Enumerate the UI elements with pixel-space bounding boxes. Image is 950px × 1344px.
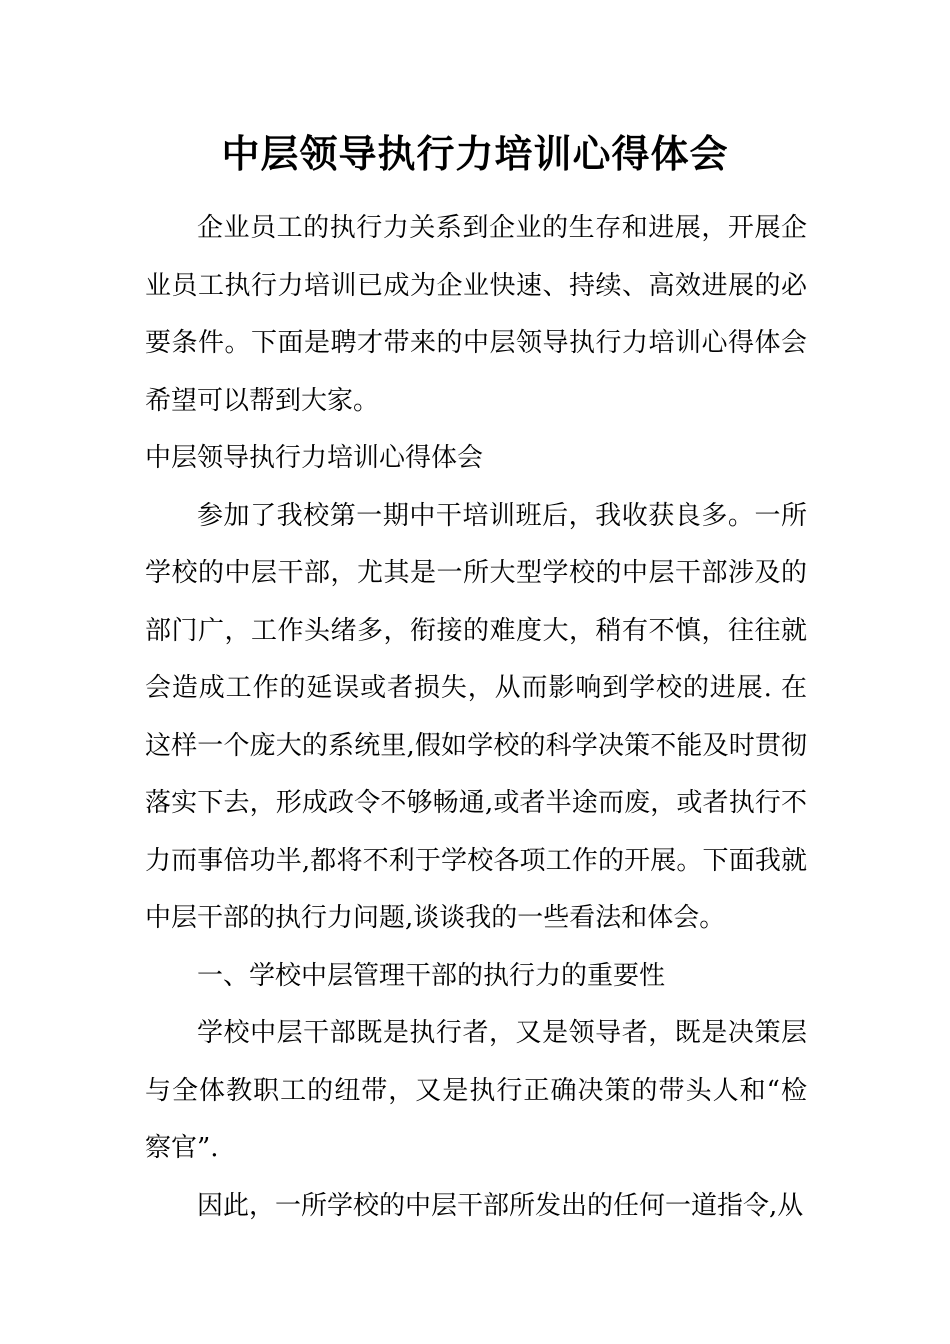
paragraph-main: 参加了我校第一期中干培训班后，我收获良多。一所学校的中层干部，尤其是一所大型学校的中层干部涉及的部门广，工作头绪多，衔接的难度大，稍有不慎，往往就会造成工作的延误或者损失，从而影响到学校的进展. 在这样一个庞大的系统里,假如学校的科学决策不能及时贯彻落实下去，形成政令不够畅通,或者半途而废，或者执行不力而事倍功半,都将不利于学校各项工作的开展。下面我就中层干部的执行力问题,谈谈我的一些看法和体会。 [145,500,807,933]
paragraph-therefore: 因此，一所学校的中层干部所发出的任何一道指令,从 [197,1190,804,1221]
paragraph-subtitle: 中层领导执行力培训心得体会 [145,443,484,473]
paragraph-role: 学校中层干部既是执行者，又是领导者，既是决策层与全体教职工的纽带，又是执行正确决策的带头人和“检察官”. [145,1018,807,1163]
document-title: 中层领导执行力培训心得体会 [221,131,729,176]
paragraph-intro: 企业员工的执行力关系到企业的生存和进展，开展企业员工执行力培训已成为企业快速、持续、高效进展的必要条件。下面是聘才带来的中层领导执行力培训心得体会希望可以帮到大家。 [145,213,807,416]
document-body [145,200,807,1235]
section-heading: 一、学校中层管理干部的执行力的重要性 [197,960,666,991]
